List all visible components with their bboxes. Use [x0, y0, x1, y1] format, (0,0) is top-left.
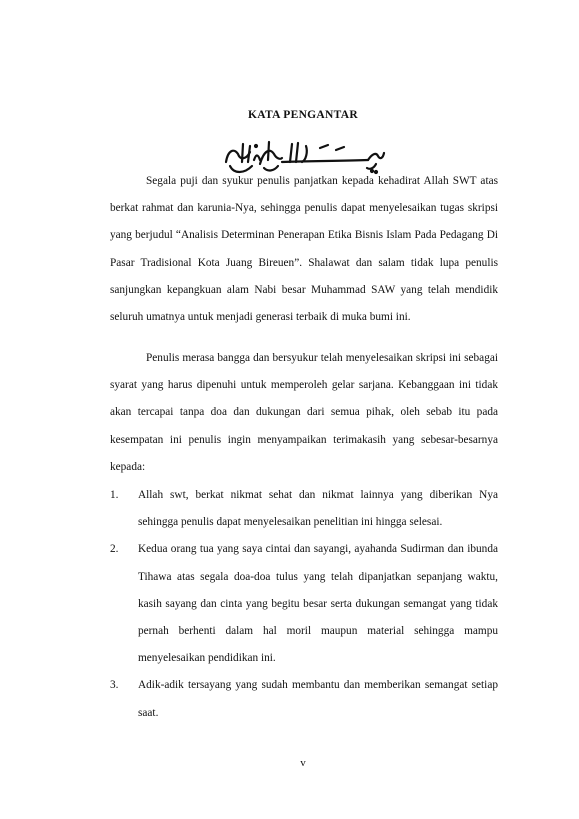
list-item: [110, 672, 498, 726]
gratitude-paragraph: [110, 345, 498, 481]
acknowledgement-list: [110, 482, 498, 727]
list-item-number: 2.: [110, 543, 119, 556]
list-item-text: Allah swt, berkat nikmat sehat dan nikmat lainnya yang diberikan Nya sehingga penulis dapat menyelesaikan penelitian ini hingga selesai.: [138, 489, 498, 529]
list-item: [110, 482, 498, 536]
list-item-number: 3.: [110, 679, 119, 692]
opening-paragraph: [110, 168, 498, 331]
list-item: [110, 536, 498, 672]
list-item-number: 1.: [110, 489, 119, 501]
opening-paragraph-text: Segala puji dan syukur penulis panjatkan kepada kehadirat Allah SWT atas berkat rahmat dan karunia-Nya, sehingga penulis dapat menyelesaikan tugas skripsi yang berjudul “Analisis Determinan Penerapan Etika Bisnis Islam Pada Pedagang Di Pasar Tradisional Kota Juang Bireuen”. Shalawat dan salam tidak lupa penulis sanjungkan kepangkuan alam Nabi besar Muhammad SAW yang telah mendidik seluruh umatnya untuk menjadi generasi terbaik di muka bumi ini.: [110, 175, 498, 324]
gratitude-paragraph-text: Penulis merasa bangga dan bersyukur telah menyelesaikan skripsi ini sebagai syarat yang harus dipenuhi untuk memperoleh gelar sarjana. Kebanggaan ini tidak akan tercapai tanpa doa dan dukungan dari semua pihak, oleh sebab itu pada kesempatan ini penulis ingin menyampaikan terimakasih yang sebesar-besarnya kepada:: [110, 352, 498, 473]
list-item-text: Kedua orang tua yang saya cintai dan sayangi, ayahanda Sudirman dan ibunda Tihawa atas segala doa-doa tulus yang telah dipanjatkan sepanjang waktu, kasih sayang dan cinta yang begitu besar serta dukungan semangat yang tidak pernah berhenti dalam hal moril maupun material sehingga mampu menyelesaikan pendidikan ini.: [138, 543, 498, 665]
list-item-text: Adik-adik tersayang yang sudah membantu dan memberikan semangat setiap saat.: [138, 679, 498, 719]
page-number: v: [300, 757, 306, 769]
page-title: KATA PENGANTAR: [248, 109, 358, 121]
